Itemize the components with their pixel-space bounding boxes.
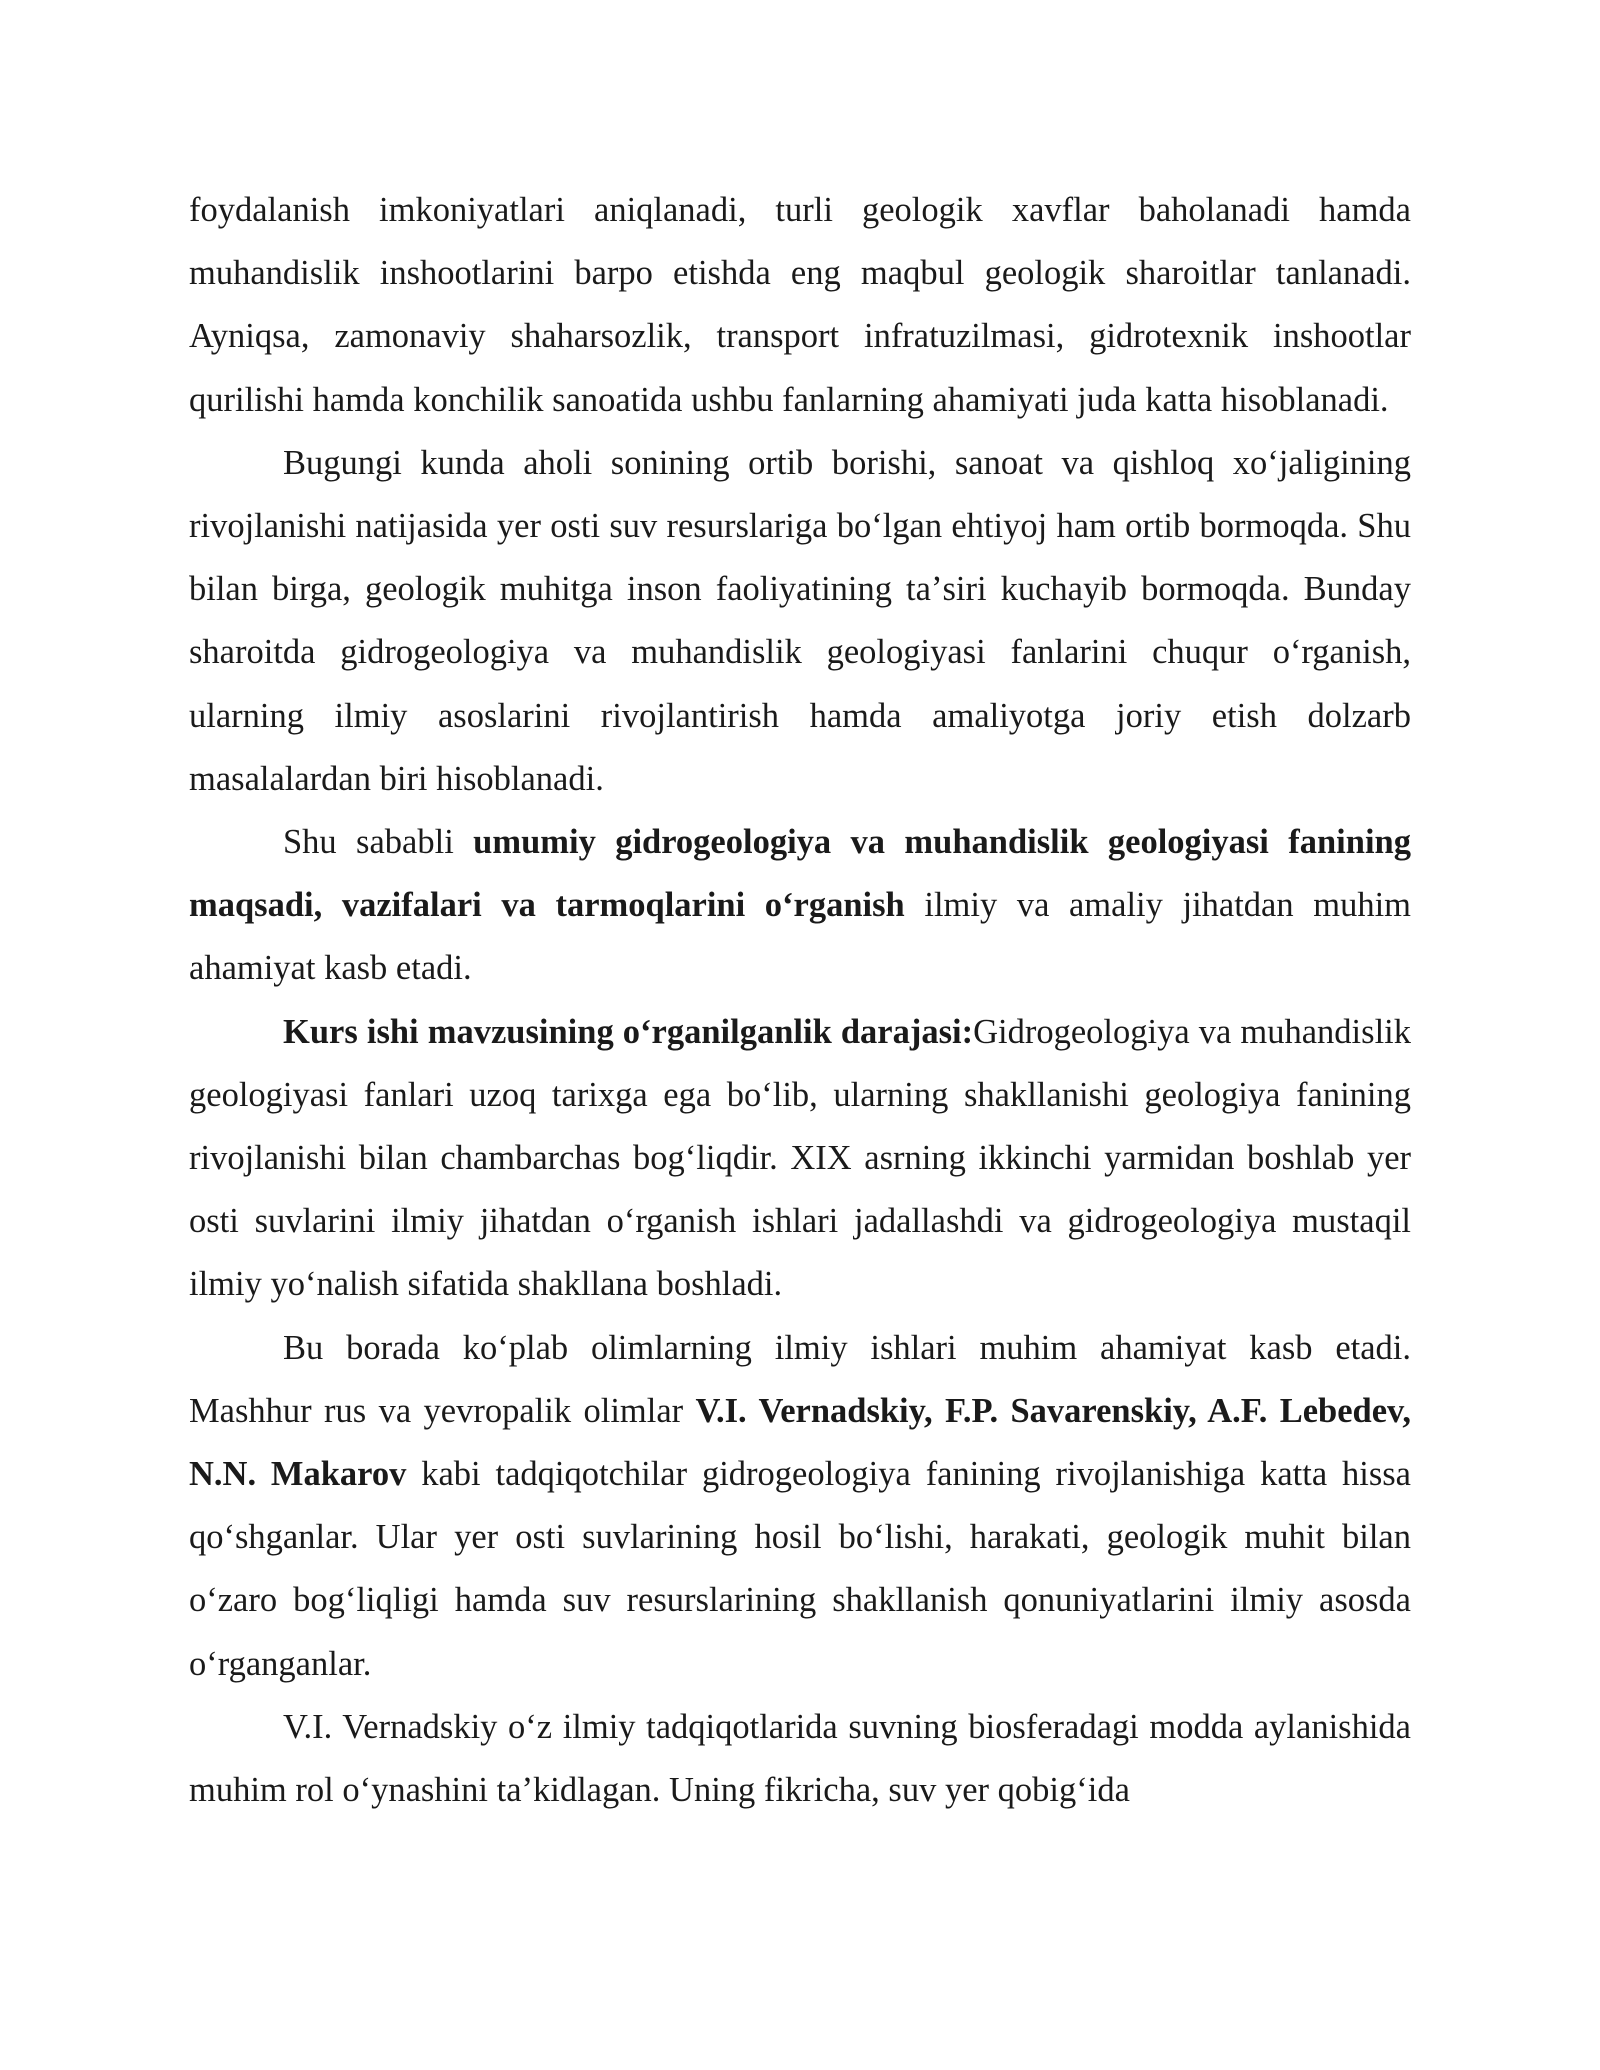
paragraph-5 xyxy=(189,1317,1411,1696)
paragraph-6 xyxy=(189,1696,1411,1822)
paragraph-3-text-end: ilmiy va amaliy jihatdan muhim ahamiyat kasb etadi. xyxy=(189,886,1411,988)
paragraph-2-text: Bugungi kunda aholi sonining ortib borishi, sanoat va qishloq xoʻjaligining rivojlanishi natijasida yer osti suv resurslariga boʻlgan ehtiyoj ham ortib bormoqda. Shu bilan birga, geologik muhitga inson faoliyatining taʼsiri kuchayib bormoqda. Bunday sharoitda gidrogeologiya va muhandislik geologiyasi fanlarini chuqur oʻrganish, ularning ilmiy asoslarini rivojlantirish hamda amaliyotga joriy etish dolzarb masalalardan biri hisoblanadi. xyxy=(189,443,1411,798)
paragraph-4 xyxy=(189,1001,1411,1317)
body-text xyxy=(189,179,1411,1822)
paragraph-3-text: Shu sababli xyxy=(283,823,474,862)
paragraph-5-text-end: kabi tadqiqotchilar gidrogeologiya fanining rivojlanishiga katta hissa qoʻshganlar. Ular yer osti suvlarining hosil boʻlishi, harakati, geologik muhit bilan oʻzaro bogʻliqligi hamda suv resurslarining shakllanish qonuniyatlarini ilmiy asosda oʻrganganlar. xyxy=(189,1455,1411,1683)
paragraph-5-bold-scientists: V.I. Vernadskiy, F.P. Savarenskiy, A.F. Lebedev, N.N. Makarov xyxy=(189,1391,1412,1494)
paragraph-2 xyxy=(189,432,1411,811)
paragraph-4-text: Gidrogeologiya va muhandislik geologiyasi fanlari uzoq tarixga ega boʻlib, ularning shakllanishi geologiya fanining rivojlanishi bilan chambarchas bogʻliqdir. XIX asrning ikkinchi yarmidan boshlab yer osti suvlarini ilmiy jihatdan oʻrganish ishlari jadallashdi va gidrogeologiya mustaqil ilmiy yoʻnalish sifatida shakllana boshladi. xyxy=(189,1012,1411,1304)
paragraph-6-text: V.I. Vernadskiy oʻz ilmiy tadqiqotlarida suvning biosferadagi modda aylanishida muhim rol oʻynashini taʼkidlagan. Uning fikricha, suv yer qobigʻida xyxy=(189,1707,1411,1810)
paragraph-1-text: foydalanish imkoniyatlari aniqlanadi, turli geologik xavflar baholanadi hamda muhandislik inshootlarini barpo etishda eng maqbul geologik sharoitlar tanlanadi. Ayniqsa, zamonaviy shaharsozlik, transport infratuzilmasi, gidrotexnik inshootlar qurilishi hamda konchilik sanoatida ushbu fanlarning ahamiyati juda katta hisoblanadi. xyxy=(189,191,1411,419)
paragraph-5-text: Bu borada koʻplab olimlarning ilmiy ishlari muhim ahamiyat kasb etadi. Mashhur rus va yevropalik olimlar xyxy=(189,1328,1411,1430)
paragraph-4-bold-heading: Kurs ishi mavzusining oʻrganilganlik darajasi: xyxy=(283,1012,974,1051)
paragraph-3 xyxy=(189,811,1411,1001)
paragraph-3-bold-topic: umumiy gidrogeologiya va muhandislik geologiyasi fanining maqsadi, vazifalari va tarmoqlarini oʻrganish xyxy=(189,823,1411,925)
paragraph-1 xyxy=(189,179,1411,432)
